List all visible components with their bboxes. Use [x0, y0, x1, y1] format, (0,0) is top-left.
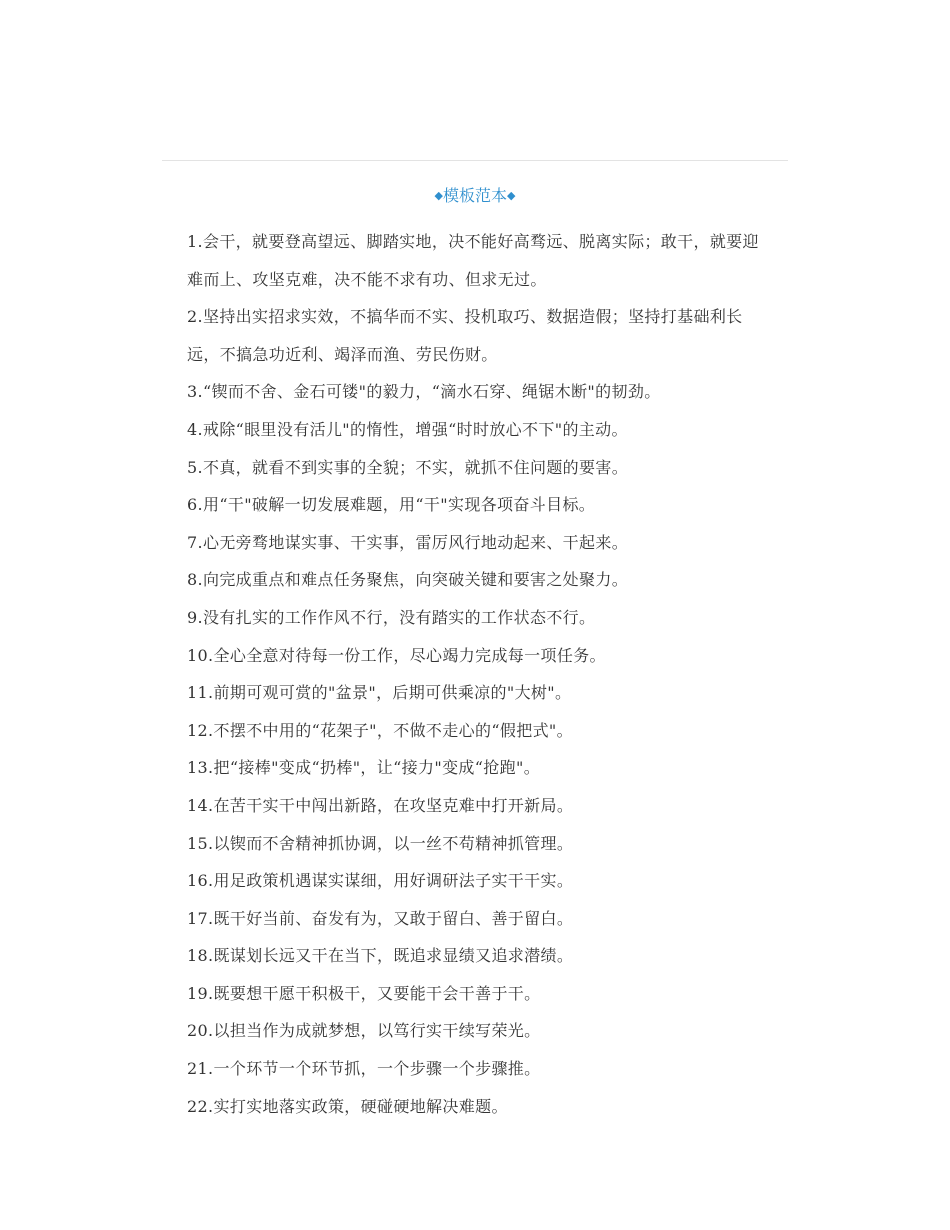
list-item: 20.以担当作为成就梦想，以笃行实干续写荣光。 [187, 1021, 541, 1041]
list-item: 7.心无旁骛地谋实事、干实事，雷厉风行地动起来、干起来。 [187, 532, 629, 552]
list-item: 15.以锲而不舍精神抓协调，以一丝不苟精神抓管理。 [187, 833, 574, 853]
list-item: 1.会干，就要登高望远、脚踏实地，决不能好高骛远、脱离实际；敢干，就要迎难而上、攻坚克难，决不能不求有功、但求无过。 [187, 232, 759, 289]
list-item: 14.在苦干实干中闯出新路，在攻坚克难中打开新局。 [187, 795, 574, 815]
diamond-left-icon: ◆ [434, 189, 443, 202]
list-item: 8.向完成重点和难点任务聚焦，向突破关键和要害之处聚力。 [187, 570, 629, 590]
diamond-right-icon: ◆ [507, 189, 516, 202]
list-item: 10.全心全意对待每一份工作，尽心竭力完成每一项任务。 [187, 645, 606, 665]
list-item: 2.坚持出实招求实效，不搞华而不实、投机取巧、数据造假；坚持打基础利长远，不搞急功近利、竭泽而渔、劳民伤财。 [187, 307, 743, 364]
header-divider [162, 160, 788, 161]
list-item: 18.既谋划长远又干在当下，既追求显绩又追求潜绩。 [187, 946, 574, 966]
list-item: 5.不真，就看不到实事的全貌；不实，就抓不住问题的要害。 [187, 457, 629, 477]
list-item: 11.前期可观可赏的"盆景"，后期可供乘凉的"大树"。 [187, 683, 572, 703]
list-item: 17.既干好当前、奋发有为，又敢于留白、善于留白。 [187, 908, 574, 928]
document-title [0, 184, 950, 208]
slogan-list [187, 223, 772, 1125]
list-item: 12.不摆不中用的“花架子"，不做不走心的“假把式"。 [187, 720, 573, 740]
list-item: 9.没有扎实的工作作风不行，没有踏实的工作状态不行。 [187, 607, 596, 627]
list-item: 22.实打实地落实政策，硬碰硬地解决难题。 [187, 1096, 508, 1116]
list-item: 21.一个环节一个环节抓，一个步骤一个步骤推。 [187, 1059, 541, 1079]
list-item: 16.用足政策机遇谋实谋细，用好调研法子实干干实。 [187, 871, 574, 891]
document-title-text: 模板范本 [442, 186, 507, 205]
list-item: 4.戒除“眼里没有活儿"的惰性，增强“时时放心不下"的主动。 [187, 419, 628, 439]
list-item: 3.“锲而不舍、金石可镂"的毅力，“滴水石穿、绳锯木断"的韧劲。 [187, 382, 661, 402]
list-item: 6.用“干"破解一切发展难题，用“干"实现各项奋斗目标。 [187, 495, 596, 515]
list-item: 13.把“接棒"变成“扔棒"，让“接力"变成“抢跑"。 [187, 758, 541, 778]
list-item: 19.既要想干愿干积极干，又要能干会干善于干。 [187, 983, 541, 1003]
